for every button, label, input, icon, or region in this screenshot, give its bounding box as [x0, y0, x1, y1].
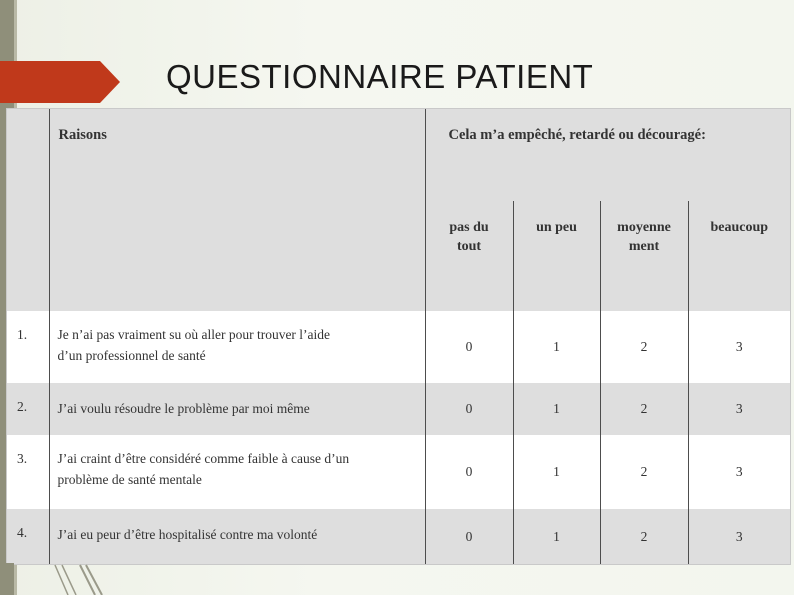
row-reason: [49, 435, 425, 509]
table-row: [7, 509, 790, 564]
scale-label-line2: tout: [456, 239, 482, 254]
row-reason: [49, 509, 425, 564]
header-impact: Cela m’a empêché, retardé ou découragé:: [425, 109, 790, 201]
row-number: 3.: [17, 451, 28, 466]
score-3: 3: [688, 435, 790, 509]
score-3: 3: [688, 311, 790, 383]
score-1: 1: [513, 383, 600, 435]
questionnaire-table: [6, 108, 791, 565]
score-0: 0: [425, 435, 513, 509]
reason-line: d’un professionnel de santé: [57, 348, 206, 363]
score-0: 0: [425, 383, 513, 435]
reason-line: J’ai voulu résoudre le problème par moi même: [57, 401, 310, 416]
reason-line: problème de santé mentale: [57, 472, 202, 487]
bottom-decorative-lines: [0, 563, 794, 595]
row-reason: [49, 311, 425, 383]
scale-label-line2: ment: [628, 239, 660, 254]
table-row: [7, 311, 790, 383]
scale-header-moderately: [600, 201, 688, 311]
reason-line: J’ai craint d’être considéré comme faible à cause d’un: [57, 451, 350, 466]
header-number-cell: [7, 109, 49, 311]
row-reason: [49, 383, 425, 435]
slide-title: QUESTIONNAIRE PATIENT: [166, 58, 594, 95]
reason-line: J’ai eu peur d’être hospitalisé contre ma volonté: [57, 527, 318, 542]
header-reasons: Raisons: [49, 109, 425, 311]
score-1: 1: [513, 435, 600, 509]
score-2: 2: [600, 311, 688, 383]
score-0: 0: [425, 311, 513, 383]
scale-header-a-little: [513, 201, 600, 311]
score-3: 3: [688, 383, 790, 435]
scale-header-not-at-all: [425, 201, 513, 311]
score-1: 1: [513, 311, 600, 383]
scale-header-a-lot: [688, 201, 790, 311]
score-2: 2: [600, 435, 688, 509]
row-number: 2.: [17, 399, 28, 414]
scale-label-line1: un peu: [536, 220, 577, 235]
row-number: 1.: [17, 327, 28, 342]
score-0: 0: [425, 509, 513, 564]
table-header-row: [7, 109, 790, 201]
scale-label-line1: beaucoup: [710, 220, 769, 235]
score-2: 2: [600, 383, 688, 435]
reason-line: Je n’ai pas vraiment su où aller pour trouver l’aide: [57, 327, 331, 342]
scale-label-line1: moyenne: [617, 220, 671, 235]
score-1: 1: [513, 509, 600, 564]
arrow-accent-shape: [0, 61, 120, 103]
score-2: 2: [600, 509, 688, 564]
scale-label-line1: pas du: [449, 220, 489, 235]
table-row: [7, 435, 790, 509]
table-row: [7, 383, 790, 435]
row-number: 4.: [17, 525, 28, 540]
score-3: 3: [688, 509, 790, 564]
